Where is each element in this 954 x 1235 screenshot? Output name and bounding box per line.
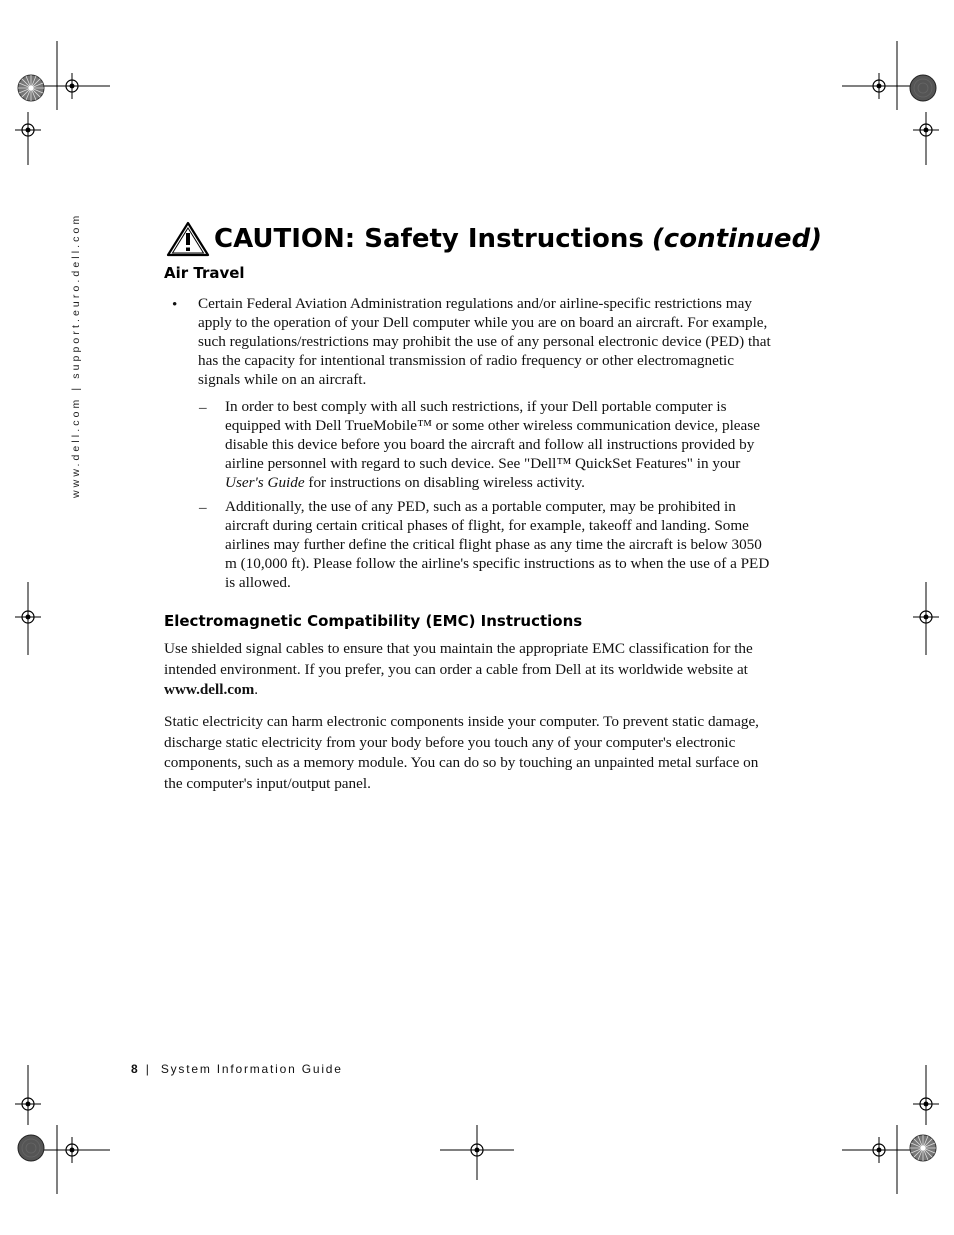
registration-mark-icon — [913, 117, 939, 143]
page-title — [166, 219, 822, 259]
emc-p1-text: Use shielded signal cables to ensure that you maintain the appropriate EMC classification for the intended environment. If you prefer, you can order a cable from Dell at its worldwide website at — [164, 640, 753, 678]
emc-heading: Electromagnetic Compatibility (EMC) Instructions — [164, 612, 583, 630]
emc-p1-end: . — [254, 681, 259, 698]
registration-mark-icon — [59, 1137, 85, 1163]
air-travel-sub-item-1 — [225, 398, 777, 493]
side-url: www.dell.com | support.euro.dell.com — [70, 212, 82, 498]
color-target-icon — [18, 75, 44, 101]
sub1-text-end: for instructions on disabling wireless activity. — [304, 473, 585, 491]
sub1-text: In order to best comply with all such restrictions, if your Dell portable computer is equipped with Dell TrueMobile™ or some other wireless communication device, please disable this device before you board the aircraft and follow all instructions provided by airline personnel with regard to such device. See "Dell™ QuickSet Features" in your — [225, 398, 760, 472]
registration-mark-icon — [59, 73, 85, 99]
guide-title: System Information Guide — [160, 1062, 343, 1076]
emc-paragraph-2: Static electricity can harm electronic components inside your computer. To prevent static damage, discharge static electricity from your body before you touch any of your computer's electronic components, such as a memory module. You can do so by touching an unpainted metal surface on the computer's input/output panel. — [164, 713, 759, 792]
page-number: 8 — [131, 1062, 138, 1076]
registration-mark-icon — [866, 1137, 892, 1163]
air-travel-bullet-text: Certain Federal Aviation Administration regulations and/or airline-specific restrictions may apply to the operation of your Dell computer while you are on board an aircraft. For example, such regulations/restrictions may prohibit the use of any personal electronic device (PED) that has the capacity for intentional transmission of radio frequency or other electromagnetic signals while on an aircraft. — [198, 295, 771, 388]
emc-paragraph-1 — [164, 639, 774, 701]
color-target-icon — [18, 1135, 44, 1161]
registration-mark-icon — [913, 604, 939, 630]
registration-mark-icon — [464, 1137, 490, 1163]
registration-mark-icon — [15, 1091, 41, 1117]
users-guide-title: User's Guide — [225, 473, 305, 491]
title-continued: (continued) — [651, 224, 823, 254]
bullet-marker: • — [172, 296, 178, 313]
air-travel-sub-item-2: Additionally, the use of any PED, such as a portable computer, may be prohibited in aircraft during certain critical phases of flight, for example, takeoff and landing. Some airlines may further define the critical flight phase as any time the aircraft is below 3050 m (10,000 ft). Please follow the airline's specific instructions as to when the use of a PED is allowed. — [225, 498, 770, 591]
footer-separator: | — [145, 1062, 149, 1076]
dash-marker: – — [199, 399, 207, 416]
color-target-icon — [910, 1135, 936, 1161]
registration-mark-icon — [15, 117, 41, 143]
registration-mark-icon — [866, 73, 892, 99]
title-main: CAUTION: Safety Instructions — [214, 224, 644, 254]
warning-triangle-icon — [166, 221, 210, 257]
air-travel-heading: Air Travel — [164, 264, 245, 282]
dell-website-link[interactable]: www.dell.com — [164, 681, 255, 698]
registration-mark-icon — [913, 1091, 939, 1117]
dash-marker: – — [199, 499, 207, 516]
registration-mark-icon — [15, 604, 41, 630]
page-footer — [131, 1062, 343, 1076]
color-target-icon — [910, 75, 936, 101]
